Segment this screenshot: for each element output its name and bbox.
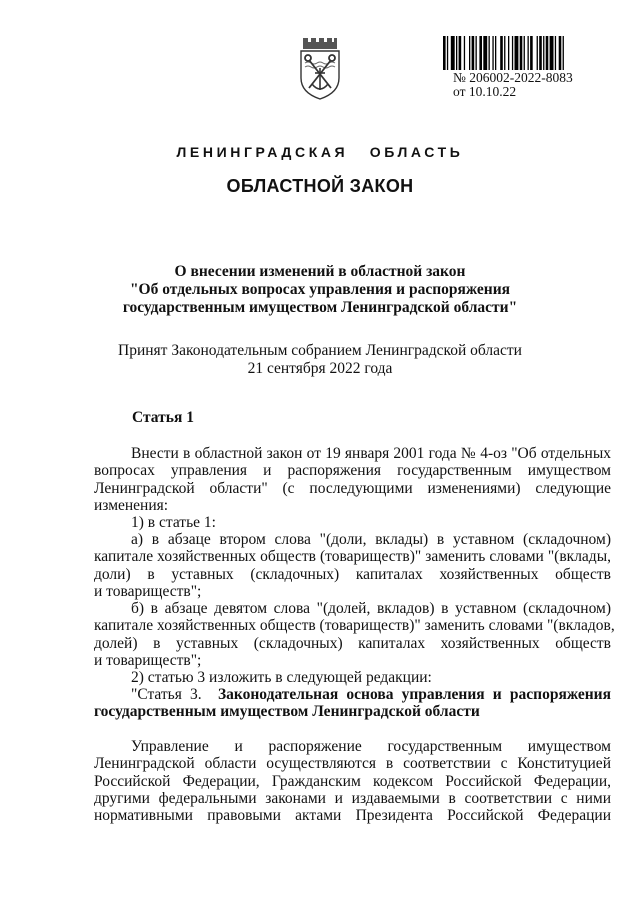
law-title-line: государственным имуществом Ленинградской области" — [122, 299, 518, 316]
barcode-bar — [479, 36, 482, 70]
text-line: Управление и распоряжение государственным имуществом — [131, 738, 611, 755]
barcode-bar — [512, 36, 513, 70]
text-line: вопросах управления и распоряжения государственным имуществом — [94, 462, 611, 480]
barcode-bar — [559, 36, 562, 70]
text-line: другими федеральными законами и издаваемыми в соответствии с ними — [94, 789, 611, 807]
item-1 — [94, 514, 611, 531]
barcode-bar — [563, 36, 564, 70]
text-line: капитале хозяйственных обществ (товариществ)" заменить словами "(вклады, — [94, 548, 611, 566]
text-line: и товариществ"; — [94, 582, 202, 600]
barcode-bar — [443, 36, 446, 70]
text-line: и товариществ"; — [94, 651, 202, 669]
text-line: капитале хозяйственных обществ (товариществ)" заменить словами "(вкладов, — [94, 617, 615, 635]
barcode-bar — [520, 36, 523, 70]
barcode-bar — [500, 36, 503, 70]
article-3-body — [94, 738, 611, 824]
text-line: Ленинградской области" (с последующими изменениями) следующие — [94, 479, 611, 497]
barcode-bar — [508, 36, 509, 70]
text-line: Внести в областной закон от 19 января 2001 года № 4-оз "Об отдельных — [131, 445, 611, 462]
adoption-line: Принят Законодательным собранием Ленинградской области — [118, 342, 522, 359]
registration-date: от 10.10.22 — [453, 84, 517, 99]
text-line: 2) статью 3 изложить в следующей редакции: — [131, 669, 432, 686]
text-line: Ленинградской области осуществляются в соответствии с Конституцией — [94, 755, 611, 773]
barcode-bar — [483, 36, 487, 70]
coat-of-arms-icon — [297, 38, 343, 100]
text-line: изменения: — [94, 496, 169, 514]
barcode-bar — [555, 36, 556, 70]
barcode-bar — [489, 36, 490, 70]
barcode-bar — [492, 36, 493, 70]
item-2 — [94, 669, 611, 686]
item-1a — [94, 531, 611, 600]
region-name: ЛЕНИНГРАДСКАЯ ОБЛАСТЬ — [176, 144, 464, 160]
law-title-line: "Об отдельных вопросах управления и распоряжения — [129, 281, 511, 298]
barcode-bar — [504, 36, 505, 70]
barcode-bar — [464, 36, 465, 70]
barcode-bar — [472, 36, 475, 70]
article-3-heading — [94, 686, 611, 721]
barcode-bar — [459, 36, 462, 70]
article-3-title: Законодательная основа управления и распоряжения — [217, 686, 611, 703]
barcode-bar — [451, 36, 455, 70]
barcode-bar — [495, 36, 496, 70]
barcode-bar — [447, 36, 448, 70]
barcode-bar — [539, 36, 542, 70]
barcode-bar — [546, 36, 549, 70]
barcode-icon — [443, 36, 606, 70]
text-line: 1) в статье 1: — [131, 514, 216, 531]
barcode-bar — [456, 36, 457, 70]
barcode-bar — [537, 36, 538, 70]
text-line: доли) в уставных (складочных) капиталах хозяйственных обществ — [94, 565, 611, 583]
barcode-bar — [476, 36, 477, 70]
text-line: долей) в уставных (складочных) капиталах хозяйственных обществ — [94, 634, 611, 652]
text-line: а) в абзаце втором слова "(доли, вклады) в уставном (складочном) — [131, 531, 611, 548]
text-line — [94, 686, 611, 703]
document-type: ОБЛАСТНОЙ ЗАКОН — [226, 176, 414, 196]
barcode-bar — [550, 36, 554, 70]
text-line: Российской Федерации, Гражданским кодексом Российской Федерации, — [94, 772, 611, 790]
text-line: нормативными правовыми актами Президента Российской Федерации — [94, 807, 611, 825]
barcode-bar — [528, 36, 529, 70]
text-line: государственным имуществом Ленинградской области — [94, 703, 480, 721]
barcode-bar — [524, 36, 525, 70]
barcode-bar — [469, 36, 470, 70]
law-title-line: О внесении изменений в областной закон — [174, 263, 466, 280]
barcode-bar — [543, 36, 544, 70]
barcode-bar — [530, 36, 533, 70]
registration-number: № 206002-2022-8083 — [453, 70, 573, 85]
text-line: б) в абзаце девятом слова "(долей, вкладов) в уставном (складочном) — [131, 600, 611, 617]
item-1b — [94, 600, 615, 669]
adoption-date: 21 сентября 2022 года — [247, 360, 393, 377]
barcode-bar — [515, 36, 519, 70]
article-3-prefix: "Статья 3. — [131, 686, 202, 703]
paragraph-intro — [94, 445, 611, 514]
article-heading: Статья 1 — [132, 409, 194, 426]
